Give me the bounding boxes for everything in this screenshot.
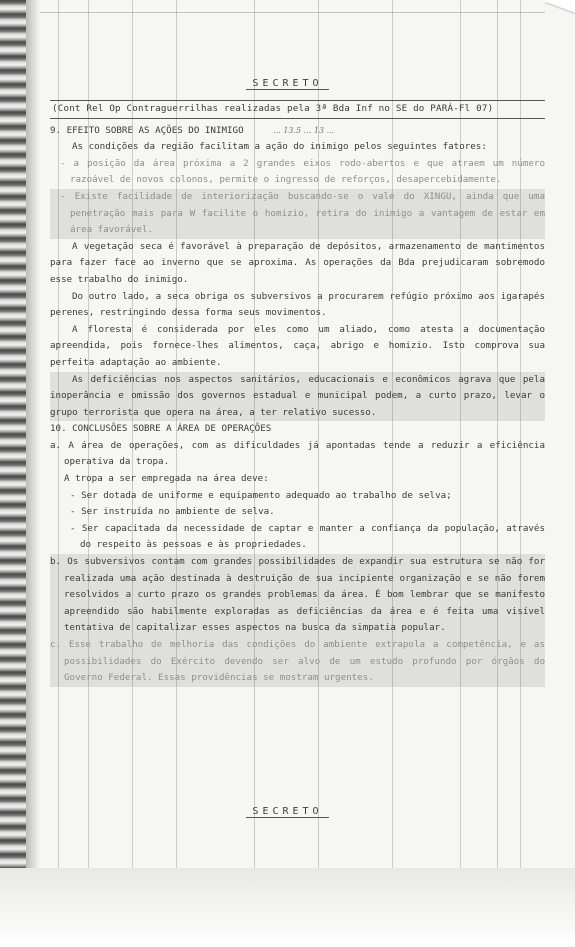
list-item: - Ser dotada de uniforme e equipamento adequado ao trabalho de selva; [70,489,452,501]
spiral-binding [0,0,26,870]
section-9-intro: As condições da região facilitam a ação do inimigo pelos seguintes fatores: [72,141,487,153]
item-b: b. Os subversivos contam com grandes possibilidades de expandir sua estrutura se não for realizada uma ação destinada à destruição de sua incipiente organização e se não forem resolvidos a curto prazo os grandes problemas da área. É bom lembrar que se manifesto apreendido são habilmente exploradas as deficiências da área e é feita uma visível tentativa de capitalizar esses aspectos na busca da simpatia popular. [50,554,545,637]
list-item: - Ser instruída no ambiente de selva. [70,506,275,518]
paragraph: A floresta é considerada por eles como um aliado, como atesta a documentação apreendida, pois fornece-lhes alimentos, caça, abrigo e homizio. Isto comprova sua perfeita adaptação ao ambiente. [50,323,545,368]
footer-classification-text: SECRETO [246,806,328,818]
list-item: - Existe facilidade de interiorização buscando-se o vale do XINGU, ainda que uma penetração mais para W facilite o homizio, retira do inimigo a vantagem de estar em área favorável. [50,189,545,239]
list-item: - Ser capacitada da necessidade de captar e manter a confiança da população, através do respeito às pessoas e às propriedades. [70,522,545,551]
binding-shadow [26,0,40,870]
list-item: - a posição da área próxima a 2 grandes eixos rodo-abertos e que atraem um número razoável de novos colonos, permite o ingresso de reforços, desapercebidamente. [60,157,545,186]
header-classification-text: SECRETO [246,78,328,90]
continuation-line: (Cont Rel Op Contraguerrilhas realizadas pela 3ª Bda Inf no SE do PARÁ-Fl 07) [50,100,545,119]
page-corner-fold [545,0,575,16]
document-body [50,100,545,687]
header-classification [0,78,575,89]
paragraph: Do outro lado, a seca obriga os subversivos a procurarem refúgio próximo aos igarapés perenes, restringindo dessa forma seus movimentos. [50,290,545,319]
paragraph: As deficiências nos aspectos sanitários, educacionais e econômicos agrava que pela inoperância e omissão dos governos estadual e municipal podem, a curto prazo, levar o grupo terrorista que opera na área, a ter relativo sucesso. [50,372,545,422]
scan-margin [0,868,575,947]
section-10-title: 10. CONCLUSÕES SOBRE A ÁREA DE OPERAÇÕES [50,423,272,435]
paragraph: A vegetação seca é favorável à preparação de depósitos, armazenamento de mantimentos para fazer face ao inverno que se aproxima. As operações da Bda prejudicaram sobremodo esse trabalho do inimigo. [50,240,545,285]
item-a: a. A área de operações, com as dificuldades já apontadas tende a reduzir a eficiência operativa da tropa. [50,439,545,468]
footer-classification [0,806,575,817]
item-c: c. Esse trabalho de melhoria das condições do ambiente extrapola a competência, e as possibilidades do Exército devendo ser alvo de um estudo profundo por órgãos do Governo Federal. Essas providências se mostram urgentes. [50,637,545,687]
handwritten-note: ... 13.5 ... 13 ... [273,125,335,135]
troop-intro: A tropa a ser empregada na área deve: [64,473,269,485]
section-9-heading [50,123,545,140]
scan-edge-line [40,12,575,13]
section-9-title: 9. EFEITO SOBRE AS AÇÕES DO INIMIGO [50,124,244,136]
